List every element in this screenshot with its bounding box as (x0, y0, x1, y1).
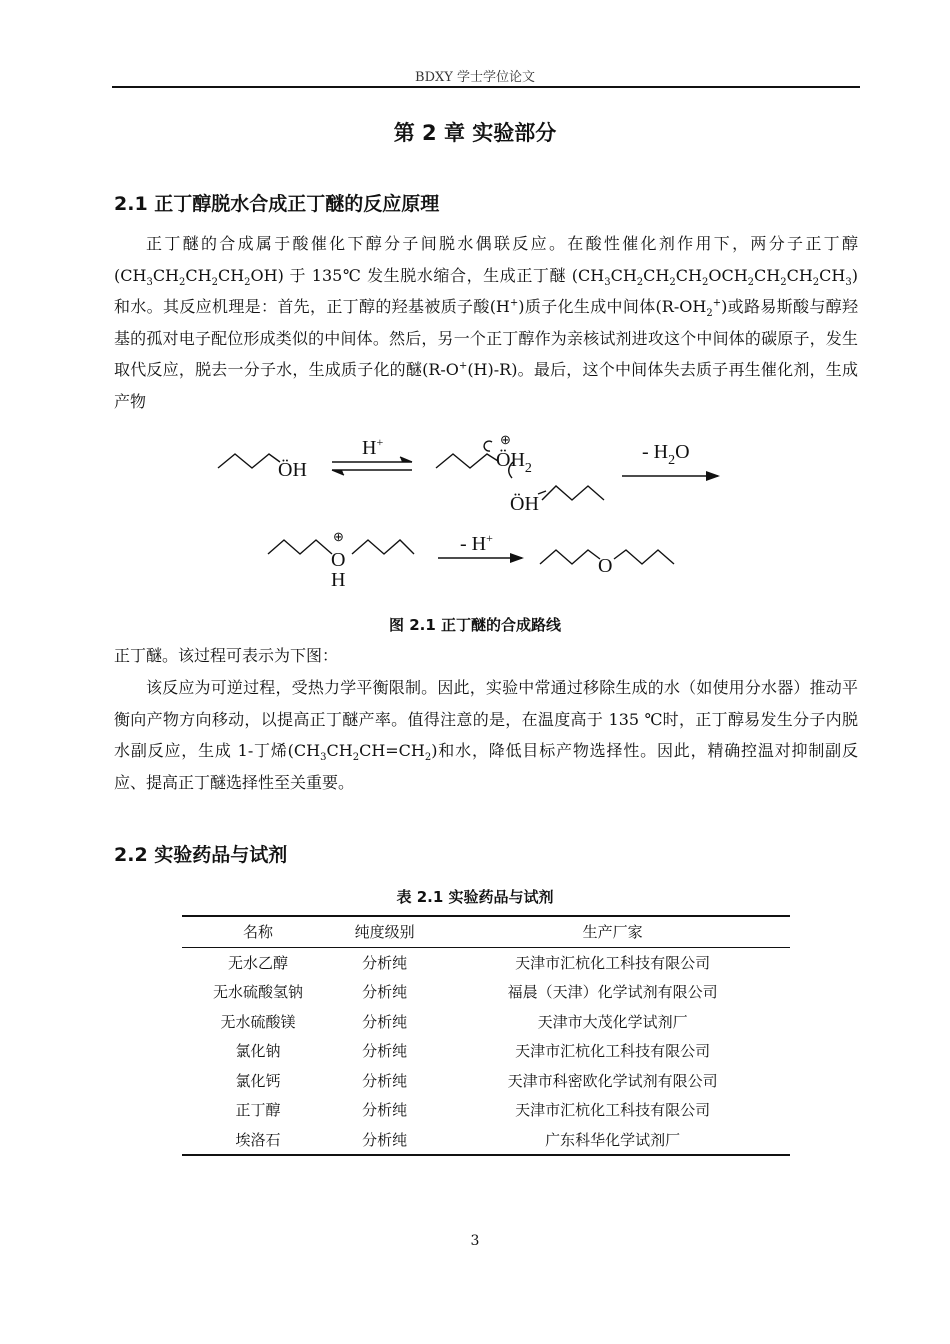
table-caption: 表 2.1 实验药品与试剂 (396, 888, 554, 906)
section-title-2-1: 2.1 正丁醇脱水合成正丁醚的反应原理 (114, 193, 440, 215)
ether-left-chain (540, 550, 600, 564)
paragraph-continuation: 正丁醚。该过程可表示为下图： (114, 646, 339, 665)
table-cell: 天津市汇杭化工科技有限公司 (515, 953, 711, 972)
table-cell: 广东科华化学试剂厂 (545, 1130, 681, 1149)
svg-text:ÖH2: $ÖH_2$ (496, 449, 532, 476)
table-row (182, 1036, 790, 1066)
table-row (182, 1095, 790, 1125)
positive-charge-icon: ⊕ (500, 432, 511, 447)
table-cell: 分析纯 (362, 1101, 408, 1120)
table-cell: 分析纯 (362, 1071, 408, 1090)
ether-right-chain (614, 550, 674, 564)
ether-o-label: O (598, 555, 613, 577)
arrow-head (510, 553, 524, 563)
mechanism-paragraph: 正丁醚的合成属于酸催化下醇分子间脱水偶联反应。在酸性催化剂作用下，两分子正丁醇 $(CH_3CH_2CH_2CH_2OH)$ 于 135℃ 发生脱水缩合，生成正丁醚 $(CH_3CH_2CH_2CH_2OCH_2CH_2CH_2CH_3)$和水。其反应机理是：首先，正丁醇的羟基被质子酸(H+)质子化生成中间体$(R-OH_2^+)$或路易斯酸与醇羟基的孤对电子配位形成类似的中间体。然后，另一个正丁醇作为亲核试剂进攻这个中间体的碳原子，发生取代反应，脱去一分子水，生成质子化的醚(R-O+(H)-R)。最后，这个中间体失去质子再生催化剂，生成产物 (114, 234, 858, 411)
table-row (182, 1007, 790, 1037)
table-cell: 氯化钙 (235, 1071, 281, 1090)
table-cell: 分析纯 (362, 1042, 408, 1061)
oxonium-o-label: O (331, 549, 346, 571)
nucleophile-chain (542, 486, 604, 500)
table-cell: 天津市汇杭化工科技有限公司 (515, 1042, 711, 1061)
running-header: BDXY 学士学位论文 (415, 70, 535, 85)
svg-text:- H2O: - $H_2O$ (642, 441, 690, 468)
oxonium-right-chain (352, 540, 414, 554)
table-row (182, 977, 790, 1007)
table-cell: 分析纯 (362, 983, 408, 1002)
protonated-chain (436, 454, 498, 468)
table-cell: 分析纯 (362, 1012, 408, 1031)
table-cell: 正丁醇 (235, 1101, 281, 1120)
table-cell: 分析纯 (362, 953, 408, 972)
svg-text:H+: H+ (362, 435, 384, 459)
table-cell: 天津市大茂化学试剂厂 (537, 1012, 688, 1031)
column-header: 纯度级别 (354, 923, 415, 942)
table-cell: 氯化钠 (235, 1042, 281, 1061)
figure-caption: 图 2.1 正丁醚的合成路线 (388, 616, 562, 634)
positive-charge-icon: ⊕ (333, 529, 344, 544)
header-rule (112, 86, 860, 88)
reaction-scheme (200, 428, 740, 598)
oh-label: ÖH (278, 459, 307, 481)
table-cell: 无水硫酸氢钠 (212, 983, 303, 1002)
oxonium-h-label: H (331, 569, 346, 591)
page-number: 3 (470, 1233, 480, 1249)
table-row (182, 947, 790, 977)
chapter-title: 第 2 章 实验部分 (393, 121, 557, 145)
table-header-row (182, 916, 790, 947)
butanol-chain (218, 454, 280, 468)
svg-text:- H+: - H+ (460, 531, 493, 555)
table-cell: 无水硫酸镁 (220, 1012, 296, 1031)
table-cell: 无水乙醇 (227, 953, 288, 972)
table-cell: 天津市汇杭化工科技有限公司 (515, 1101, 711, 1120)
table-cell: 天津市科密欧化学试剂有限公司 (507, 1071, 718, 1090)
reagents-table (182, 915, 790, 1156)
section-title-2-2: 2.2 实验药品与试剂 (114, 844, 288, 866)
equilibrium-paragraph: 该反应为可逆过程，受热力学平衡限制。因此，实验中常通过移除生成的水（如使用分水器）推动平衡向产物方向移动，以提高正丁醚产率。值得注意的是，在温度高于 135 ℃时，正丁醇易发生分子内脱水副反应，生成 1-丁烯$(CH_3CH_2CH=CH_2)$和水，降低目标产物选择性。因此，精确控温对抑制副反应、提高正丁醚选择性至关重要。 (114, 678, 858, 792)
table-row (182, 1125, 790, 1156)
arrow-head (706, 471, 720, 481)
column-header: 名称 (242, 923, 273, 942)
column-header: 生产厂家 (582, 923, 643, 942)
table-cell: 福晨（天津）化学试剂有限公司 (507, 983, 718, 1002)
oh-label-nucleophile: ÖH (510, 493, 539, 515)
oxonium-left-chain (268, 540, 332, 554)
table-cell: 埃洛石 (235, 1130, 281, 1149)
table-cell: 分析纯 (362, 1130, 408, 1149)
table-row (182, 1066, 790, 1096)
